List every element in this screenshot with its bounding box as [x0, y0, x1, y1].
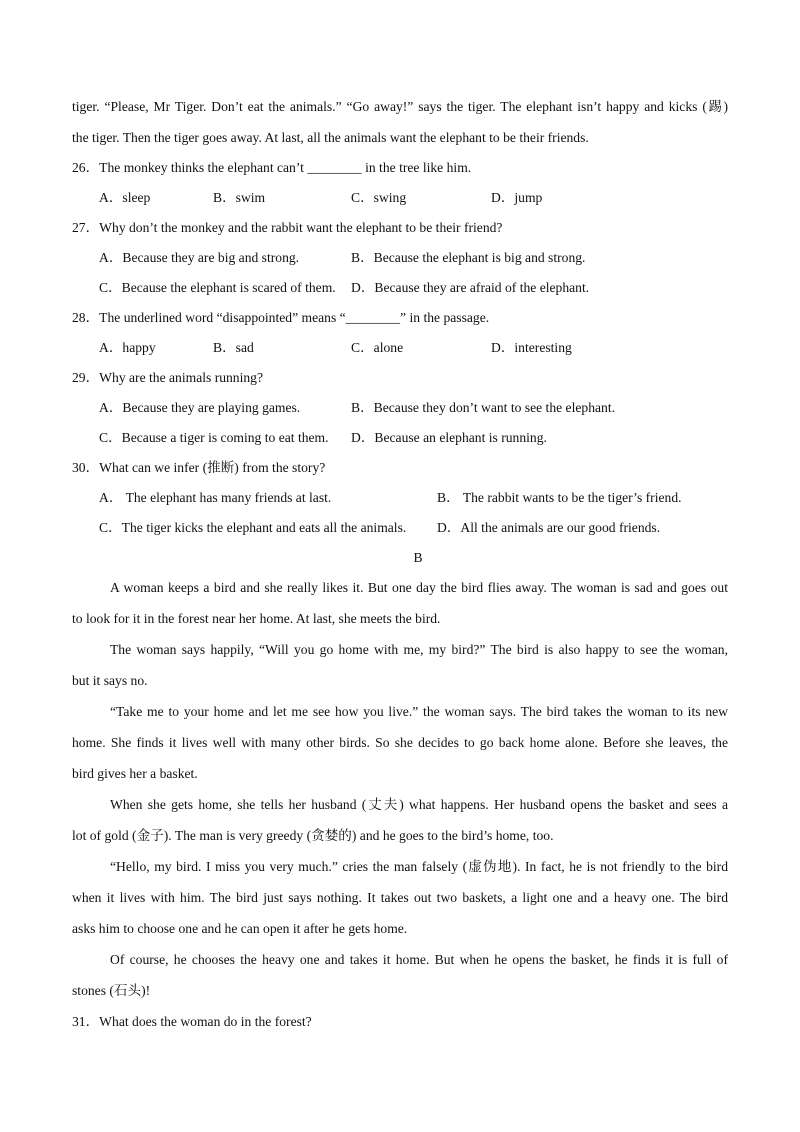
- q29-option-b[interactable]: B．Because they don’t want to see the elephant.: [351, 400, 615, 415]
- q26-option-b[interactable]: B．swim: [213, 190, 266, 205]
- passage-b-line: Of course, he chooses the heavy one and takes it home. But when he opens the basket, he finds it is full of: [110, 952, 728, 967]
- question-30: 30．What can we infer (推断) from the story?: [72, 460, 326, 475]
- q29-option-d[interactable]: D．Because an elephant is running.: [351, 430, 547, 445]
- q30-option-a[interactable]: A． The elephant has many friends at last.: [99, 490, 332, 505]
- passage-b-line: lot of gold (金子). The man is very greedy (贪婪的) and he goes to the bird’s home, too.: [72, 828, 554, 843]
- q30-option-c[interactable]: C．The tiger kicks the elephant and eats all the animals.: [99, 520, 407, 535]
- passage-b-line: A woman keeps a bird and she really likes it. But one day the bird flies away. The woman is sad and goes out: [110, 580, 728, 595]
- passage-b-line: “Take me to your home and let me see how you live.” the woman says. The bird takes the woman to its new: [110, 704, 728, 719]
- q29-option-a[interactable]: A．Because they are playing games.: [99, 400, 301, 415]
- q27-option-b[interactable]: B．Because the elephant is big and strong.: [351, 250, 586, 265]
- passage-b-line: but it says no.: [72, 673, 148, 688]
- passage-a-line: tiger. “Please, Mr Tiger. Don’t eat the animals.” “Go away!” says the tiger. The elephant isn’t happy and kicks (踢): [72, 99, 728, 114]
- passage-b-line: “Hello, my bird. I miss you very much.” cries the man falsely (虚伪地). In fact, he is not friendly to the bird: [110, 859, 728, 874]
- passage-b-line: stones (石头)!: [72, 983, 151, 998]
- q28-option-c[interactable]: C．alone: [351, 340, 404, 355]
- q27-option-d[interactable]: D．Because they are afraid of the elephant.: [351, 280, 590, 295]
- q26-option-a[interactable]: A．sleep: [99, 190, 151, 205]
- q27-option-c[interactable]: C．Because the elephant is scared of them.: [99, 280, 336, 295]
- q29-option-c[interactable]: C．Because a tiger is coming to eat them.: [99, 430, 329, 445]
- q28-option-a[interactable]: A．happy: [99, 340, 156, 355]
- question-28: 28．The underlined word “disappointed” means “________” in the passage.: [72, 310, 490, 325]
- passage-a-line: the tiger. Then the tiger goes away. At last, all the animals want the elephant to be their friends.: [72, 130, 589, 145]
- question-26: 26．The monkey thinks the elephant can’t ________ in the tree like him.: [72, 160, 472, 175]
- q26-option-c[interactable]: C．swing: [351, 190, 407, 205]
- q27-option-a[interactable]: A．Because they are big and strong.: [99, 250, 300, 265]
- q28-option-b[interactable]: B．sad: [213, 340, 254, 355]
- passage-b-line: bird gives her a basket.: [72, 766, 198, 781]
- question-29: 29．Why are the animals running?: [72, 370, 264, 385]
- passage-b-line: asks him to choose one and he can open it after he gets home.: [72, 921, 408, 936]
- passage-b-line: The woman says happily, “Will you go home with me, my bird?” The bird is also happy to see the woman,: [110, 642, 728, 657]
- passage-b-line: home. She finds it lives well with many other birds. So she decides to go back home alone. Before she leaves, the: [72, 735, 728, 750]
- q26-option-d[interactable]: D．jump: [491, 190, 543, 205]
- q28-option-d[interactable]: D．interesting: [491, 340, 572, 355]
- section-b-heading: B: [413, 550, 423, 565]
- passage-b-line: When she gets home, she tells her husband (丈夫) what happens. Her husband opens the basket and sees a: [110, 797, 728, 812]
- passage-b-line: when it lives with him. The bird just says nothing. It takes out two baskets, a light one and a heavy one. The bird: [72, 890, 728, 905]
- question-27: 27．Why don’t the monkey and the rabbit want the elephant to be their friend?: [72, 220, 503, 235]
- question-31: 31．What does the woman do in the forest?: [72, 1014, 312, 1029]
- q30-option-d[interactable]: D．All the animals are our good friends.: [437, 520, 661, 535]
- q30-option-b[interactable]: B． The rabbit wants to be the tiger’s friend.: [437, 490, 682, 505]
- passage-b-line: to look for it in the forest near her home. At last, she meets the bird.: [72, 611, 441, 626]
